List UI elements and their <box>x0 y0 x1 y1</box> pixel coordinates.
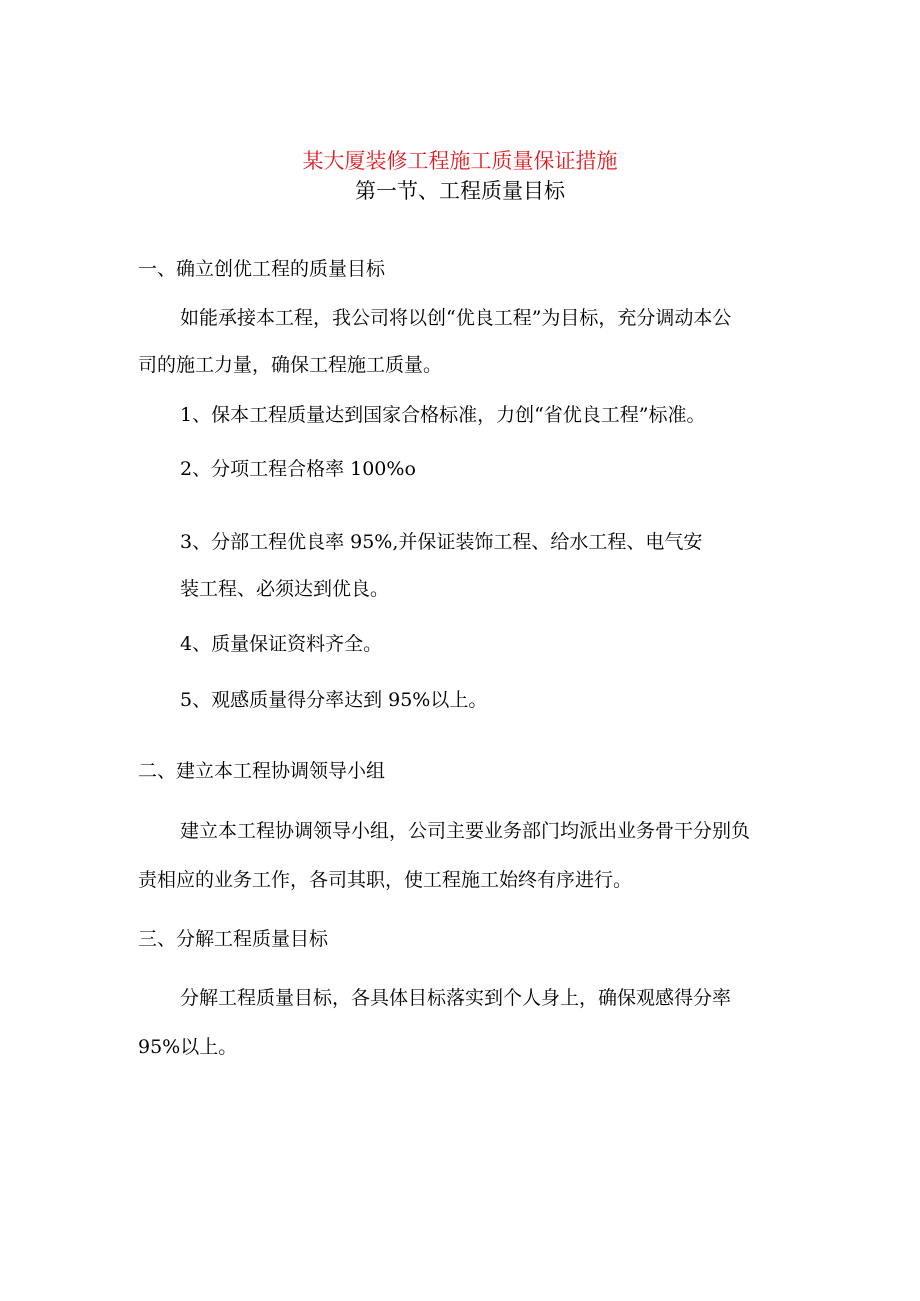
section1-item-3: 3、分部工程优良率 95%,并保证装饰工程、给水工程、电气安 <box>180 531 703 553</box>
section3-paragraph-line2: 95%以上。 <box>138 1036 238 1058</box>
section1-item-1: 1、保本工程质量达到国家合格标准，力创“省优良工程”标准。 <box>180 404 706 426</box>
section3-paragraph-line1: 分解工程质量目标，各具体目标落实到个人身上，确保观感得分率 <box>180 987 732 1009</box>
section1-item-4: 4、质量保证资料齐全。 <box>180 633 383 655</box>
section1-item-5: 5、观感质量得分率达到 95%以上。 <box>180 689 488 711</box>
section1-heading: 一、确立创优工程的质量目标 <box>138 258 386 280</box>
section2-heading: 二、建立本工程协调领导小组 <box>138 760 386 782</box>
section2-paragraph-line1: 建立本工程协调领导小组，公司主要业务部门均派出业务骨干分别负 <box>180 820 751 842</box>
section3-heading: 三、分解工程质量目标 <box>138 928 329 950</box>
section1-item-3-cont: 装工程、必须达到优良。 <box>180 578 390 600</box>
section-chapter-title: 第一节、工程质量目标 <box>355 179 565 203</box>
document-title: 某大厦装修工程施工质量保证措施 <box>302 149 618 173</box>
section1-item-2: 2、分项工程合格率 100%o <box>180 458 416 480</box>
section1-paragraph-line1: 如能承接本工程，我公司将以创“优良工程”为目标，充分调动本公 <box>180 307 732 329</box>
section2-paragraph-line2: 责相应的业务工作，各司其职，使工程施工始终有序进行。 <box>138 869 633 891</box>
section1-paragraph-line2: 司的施工力量，确保工程施工质量。 <box>138 354 443 376</box>
